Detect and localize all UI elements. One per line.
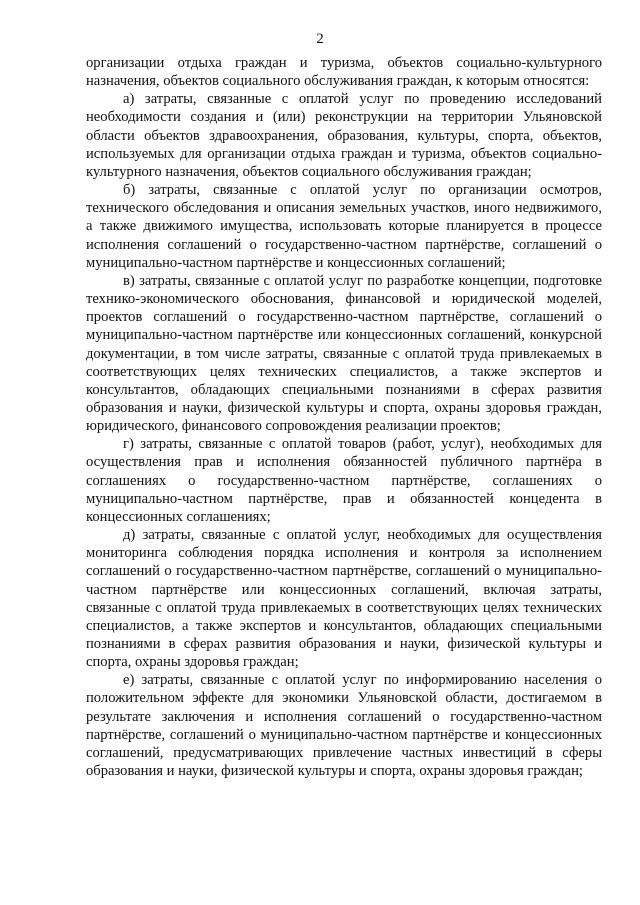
- paragraph-item-b: б) затраты, связанные с оплатой услуг по организации осмотров, технического обследования и описания земельных участков, иного недвижимого, а также движимого имущества, использовать которые планируется в процессе исполнения соглашений о государственно-частном партнёрстве, соглашений о муниципально-частном партнёрстве и концессионных соглашений;: [86, 182, 602, 271]
- page-number: 2: [316, 31, 324, 47]
- paragraph-item-e: е) затраты, связанные с оплатой услуг по информированию населения о положительном эффекте для экономики Ульяновской области, достигаемом в результате заключения и исполнения соглашений о государственно-частном партнёрстве, соглашений о муниципально-частном партнёрстве и концессионных соглашений, предусматривающих привлечение частных инвестиций в сферы образования и науки, физической культуры и спорта, охраны здоровья граждан;: [86, 672, 602, 780]
- paragraph-continuation: организации отдыха граждан и туризма, объектов социально-культурного назначения, объектов социального обслуживания граждан, к которым относятся:: [86, 55, 602, 90]
- paragraph-item-v: в) затраты, связанные с оплатой услуг по разработке концепции, подготовке технико-экономического обоснования, финансовой и юридической моделей, проектов соглашений о государственно-частном партнёрстве, соглашений о муниципально-частном партнёрстве или концессионных соглашений, конкурсной документации, в том числе затраты, связанные с оплатой труда привлекаемых в соответствующих целях технических специалистов, а также экспертов и консультантов, обладающих специальными познаниями в сферах развития образования и науки, физической культуры и спорта, охраны здоровья граждан, юридического, финансового сопровождения реализации проектов;: [86, 272, 602, 435]
- document-body: [86, 54, 602, 780]
- paragraph-item-g: г) затраты, связанные с оплатой товаров (работ, услуг), необходимых для осуществления прав и исполнения обязанностей публичного партнёра в соглашениях о государственно-частном партнёрстве, соглашениях о муниципально-частном партнёрстве, прав и обязанностей концедента в концессионных соглашениях;: [86, 436, 602, 525]
- paragraph-item-d: д) затраты, связанные с оплатой услуг, необходимых для осуществления мониторинга соблюдения порядка исполнения и контроля за исполнением соглашений о государственно-частном партнёрстве, соглашений о муниципально-частном партнёрстве или концессионных соглашений, включая затраты, связанные с оплатой труда привлекаемых в соответствующих целях технических специалистов, а также экспертов и консультантов, обладающих специальными познаниями в сферах развития образования и науки, физической культуры и спорта, охраны здоровья граждан;: [86, 527, 602, 671]
- paragraph-item-a: а) затраты, связанные с оплатой услуг по проведению исследований необходимости создания и (или) реконструкции на территории Ульяновской области объектов здравоохранения, образования, культуры, спорта, объектов, используемых для организации отдыха граждан и туризма, объектов социально-культурного назначения, объектов социального обслуживания граждан;: [86, 91, 602, 180]
